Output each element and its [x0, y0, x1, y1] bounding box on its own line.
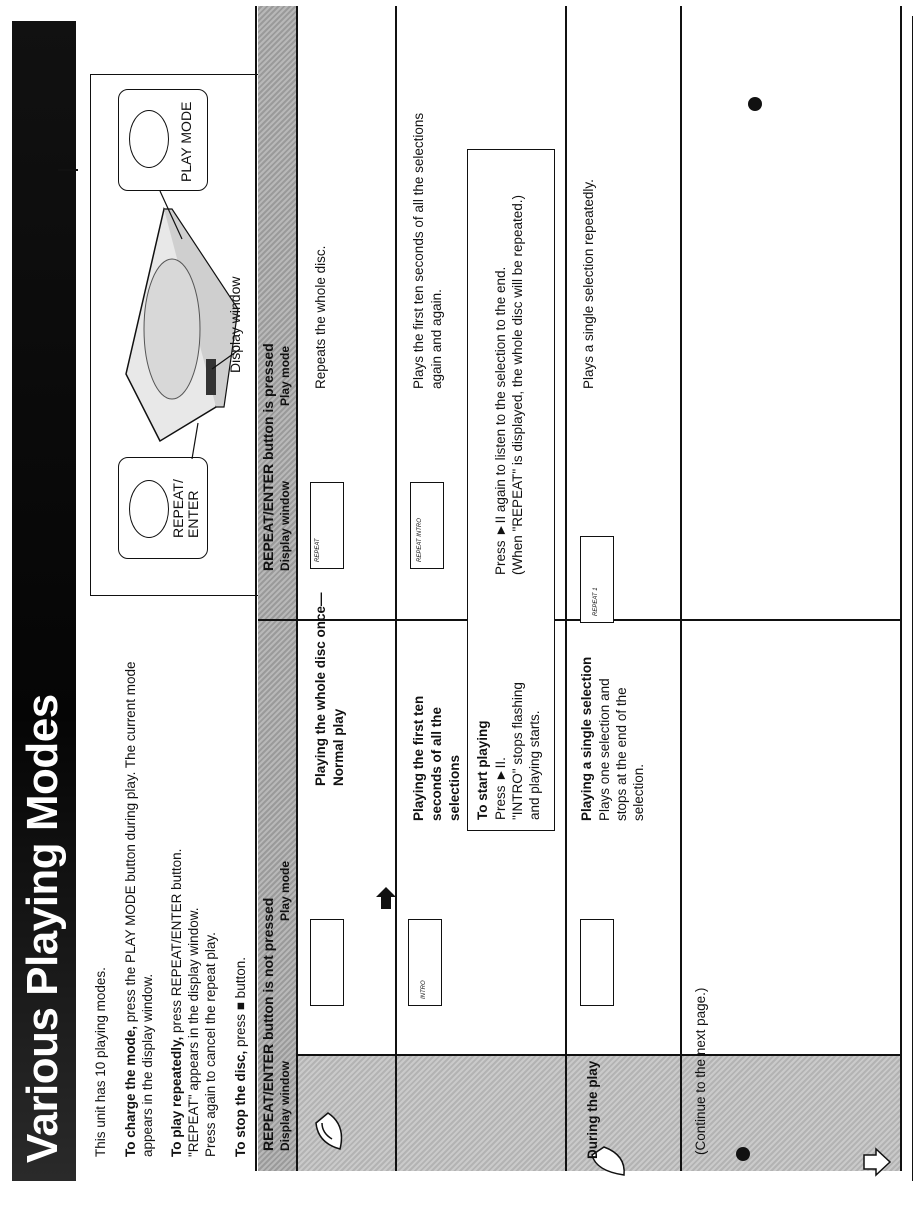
row-normal-repeat-desc: Repeats the whole disc. — [313, 245, 328, 389]
lcd-row-single — [580, 919, 614, 1006]
header-pressed: REPEAT/ENTER button is pressed — [260, 343, 276, 571]
bottom-rule — [912, 16, 913, 1181]
row-rule — [680, 6, 682, 1171]
intro-repeat — [168, 849, 185, 1157]
row-single-mode-4: selection. — [631, 763, 646, 821]
col-play-mode-2: Play mode — [278, 345, 292, 406]
row-intro-mode-2 — [428, 707, 445, 821]
note-line-1: Press ►II. — [493, 757, 508, 820]
row-intro-title-2: seconds of all the — [429, 706, 444, 821]
row-single-repeat-desc: Plays a single selection repeatedly. — [581, 179, 596, 389]
row-normal-title-2: Normal play — [331, 708, 346, 786]
row-intro-title-1: Playing the first ten — [411, 695, 426, 821]
col-play-mode-1: Play mode — [278, 860, 292, 921]
lcd-repeat-intro-text: REPEAT INTRO — [417, 518, 423, 562]
lcd-row-normal — [310, 919, 344, 1006]
intro-line: Press again to cancel the repeat play. — [203, 932, 218, 1157]
arrow-down-icon — [862, 1147, 892, 1177]
intro-bold: To stop the disc, — [233, 1046, 248, 1157]
cd-player-illustration — [120, 189, 240, 459]
note-right-1: Press ►II again to listen to the selection to the end. — [493, 266, 508, 575]
row-normal-mode-2 — [330, 709, 347, 786]
intro-line: appears in the display window. — [140, 973, 155, 1157]
lcd-repeat-1-text: REPEAT 1 — [593, 587, 599, 616]
repeat-enter-button — [129, 480, 169, 538]
repeat-enter-label-1: REPEAT/ — [170, 479, 186, 538]
display-window-label: Display window — [227, 276, 243, 373]
arrow-right-icon — [375, 885, 397, 911]
intro-bold: To charge the mode, — [123, 1022, 138, 1157]
page-title: Various Playing Modes — [18, 694, 67, 1163]
col-rule — [258, 620, 900, 622]
lcd-repeat-1 — [580, 536, 614, 623]
row-normal-mode — [312, 592, 329, 786]
intro-line: This unit has 10 playing modes. — [93, 967, 108, 1157]
intro-stop — [232, 957, 249, 1157]
row-single-mode-3: stops at the end of the — [614, 687, 629, 821]
play-mode-hand-icon — [310, 1109, 350, 1153]
note-right-2: (When "REPEAT" is displayed, the whole disc will be repeated.) — [510, 194, 525, 575]
page-bullet-dot — [748, 97, 762, 111]
row-rule — [395, 6, 397, 1171]
lcd-intro-text: INTRO — [421, 980, 427, 999]
col-rule — [58, 170, 78, 172]
lcd-repeat-intro — [410, 482, 444, 569]
row-normal-title: Playing the whole disc once— — [313, 592, 328, 786]
repeat-enter-callout — [118, 457, 208, 559]
col-display-window-2: Display window — [278, 480, 292, 571]
note-heading — [474, 720, 491, 820]
row-rule — [565, 6, 567, 1171]
intro-text: press REPEAT/ENTER button. — [169, 848, 184, 1033]
intro-line: "REPEAT" appears in the display window. — [186, 907, 201, 1157]
header-not-pressed: REPEAT/ENTER button is not pressed — [260, 897, 276, 1151]
play-mode-callout — [118, 89, 208, 191]
lcd-row-intro — [408, 919, 442, 1006]
lcd-repeat-text: REPEAT — [315, 538, 321, 562]
row-single-mode-1 — [578, 657, 595, 821]
play-mode-label: PLAY MODE — [178, 101, 194, 182]
col-display-window-1: Display window — [278, 1060, 292, 1151]
during-the-play-label: During the play — [585, 1060, 600, 1159]
row-rule — [296, 6, 298, 1171]
intro-text: press ■ button. — [233, 957, 248, 1047]
row-single-mode-2: Plays one selection and — [597, 678, 612, 821]
row-intro-mode-3 — [446, 755, 463, 821]
col-rule — [296, 1055, 900, 1057]
play-mode-button — [129, 110, 169, 168]
lcd-repeat — [310, 482, 344, 569]
note-line-2: "INTRO" stops flashing — [510, 682, 525, 820]
note-box — [467, 149, 555, 831]
row-intro-mode-1 — [410, 696, 427, 821]
intro-bold: To play repeatedly, — [169, 1032, 184, 1157]
row-intro-desc-1: Plays the first ten seconds of all the selections — [411, 112, 426, 389]
note-heading-text: To start playing — [475, 720, 490, 820]
title-bar — [12, 21, 76, 1181]
continue-note: (Continue to the next page.) — [693, 987, 708, 1155]
intro-text: press the PLAY MODE button during play. The current mode — [123, 661, 138, 1023]
repeat-enter-label-2: ENTER — [185, 490, 201, 538]
row-intro-desc-2: again and again. — [429, 289, 444, 389]
intro-change-mode — [122, 662, 139, 1157]
row-rule — [900, 6, 902, 1171]
page-bullet-dot — [736, 1147, 750, 1161]
note-line-3: and playing starts. — [527, 710, 542, 820]
table-top-rule — [255, 6, 257, 1171]
row-intro-title-3: selections — [447, 754, 462, 821]
row-single-title: Playing a single selection — [579, 656, 594, 821]
